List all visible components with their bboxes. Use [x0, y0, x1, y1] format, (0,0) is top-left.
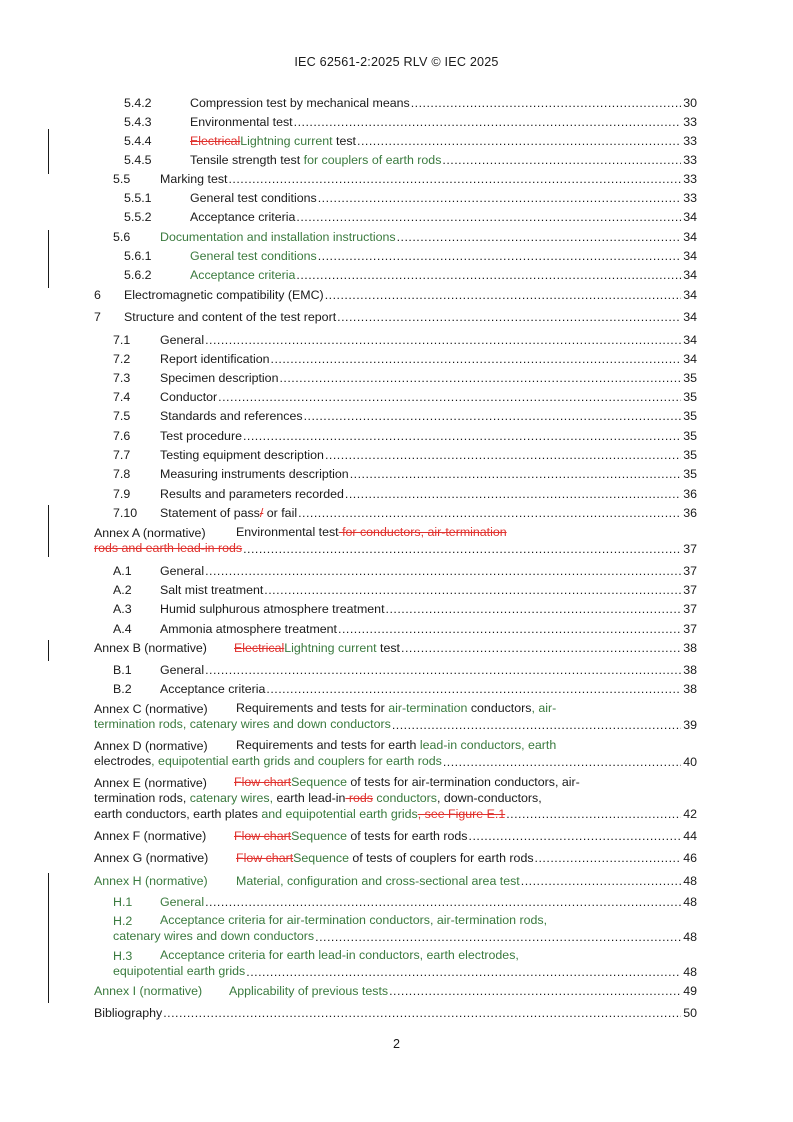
toc-entry-5-5-2[interactable] [0, 209, 793, 225]
toc-page-number: 44 [683, 829, 697, 843]
toc-number: 5.4.3 [124, 115, 152, 129]
inserted-text: and equipotential earth grids [261, 806, 418, 821]
dot-leader [506, 806, 681, 822]
dot-leader [397, 229, 682, 245]
dot-leader [246, 964, 681, 980]
dot-leader [338, 621, 681, 637]
entry-text: test [376, 641, 400, 655]
toc-entry-7-7[interactable] [0, 447, 793, 463]
toc-number: Annex G (normative) [94, 851, 209, 865]
toc-page-number: 48 [683, 964, 697, 979]
entry-text: Acceptance criteria [160, 682, 266, 696]
deleted-text: Flow chart [234, 775, 292, 789]
toc-page-number: 40 [683, 754, 697, 769]
toc-entry-a-2[interactable] [0, 582, 793, 598]
entry-text: Requirements and tests for [236, 701, 389, 715]
entry-text: Electromagnetic compatibility (EMC) [124, 288, 324, 302]
toc-number: Annex F (normative) [94, 829, 207, 843]
toc-entry-entry[interactable] [0, 1005, 793, 1021]
toc-number: 7.7 [113, 448, 131, 462]
entry-text: earth lead-in [273, 790, 346, 805]
toc-number: 7.3 [113, 371, 131, 385]
inserted-text: catenary wires, [189, 790, 274, 805]
dot-leader [401, 640, 681, 656]
toc-entry-a-1[interactable] [0, 563, 793, 579]
toc-page-number: 35 [683, 371, 697, 385]
toc-number: A.4 [113, 622, 132, 636]
toc-number: 7.6 [113, 429, 131, 443]
toc-entry-7-10[interactable] [0, 505, 793, 521]
toc-number: 5.6 [113, 230, 131, 244]
toc-entry-7-6[interactable] [0, 428, 793, 444]
inserted-text: Acceptance criteria [190, 268, 296, 282]
entry-text: General [160, 333, 205, 347]
dot-leader [318, 248, 681, 264]
toc-number: 5.4.2 [124, 96, 152, 110]
entry-text: conductors [467, 701, 532, 715]
inserted-text: Lightning current [240, 134, 333, 148]
toc-entry-7-9[interactable] [0, 486, 793, 502]
entry-text: Compression test by mechanical means [190, 96, 410, 110]
toc-page-number: 34 [683, 352, 697, 366]
dot-leader [228, 171, 681, 187]
toc-page-number: 39 [683, 717, 697, 732]
inserted-text: General test conditions [190, 249, 317, 263]
dot-leader [205, 332, 681, 348]
dot-leader [205, 894, 681, 910]
inserted-text: equipotential earth grids [113, 964, 246, 978]
inserted-text: air-termination [388, 701, 468, 715]
change-bar [48, 230, 49, 288]
entry-text: Marking test [160, 172, 228, 186]
toc-number: 5.6.2 [124, 268, 152, 282]
entry-text: Report identification [160, 352, 270, 366]
toc-page-number: 35 [683, 390, 697, 404]
toc-entry-b-2[interactable] [0, 681, 793, 697]
toc-entry-annex-c-normative[interactable] [0, 701, 793, 732]
entry-text: or fail [263, 506, 298, 520]
toc-entry-5-5-1[interactable] [0, 190, 793, 206]
toc-entry-7-4[interactable] [0, 389, 793, 405]
entry-text: Humid sulphurous atmosphere treatment [160, 602, 385, 616]
toc-page-number: 37 [683, 602, 697, 616]
change-bar [48, 505, 49, 557]
toc-number: 5.6.1 [124, 249, 152, 263]
toc-entry-5-4-2[interactable] [0, 95, 793, 111]
toc-number: Annex C (normative) [94, 702, 208, 716]
entry-text: Standards and references [160, 409, 303, 423]
dot-leader [521, 873, 681, 889]
change-bar [48, 640, 49, 661]
toc-page-number: 34 [683, 310, 697, 324]
toc-page-number: 34 [683, 333, 697, 347]
toc-entry-h-2[interactable] [0, 913, 793, 944]
deleted-text: Electrical [234, 641, 285, 655]
toc-page-number: 35 [683, 448, 697, 462]
toc-page-number: 37 [683, 583, 697, 597]
toc-page-number: 34 [683, 288, 697, 302]
toc-number: A.1 [113, 564, 132, 578]
deleted-text: / [259, 506, 264, 520]
dot-leader [337, 309, 681, 325]
toc-page-number: 35 [683, 409, 697, 423]
toc-entry-h-3[interactable] [0, 948, 793, 979]
toc-number: Annex B (normative) [94, 641, 207, 655]
inserted-text: Sequence [291, 829, 347, 843]
toc-number: 5.5.1 [124, 191, 152, 205]
toc-number: Annex D (normative) [94, 739, 208, 753]
toc-entry-annex-f-normative[interactable] [0, 828, 793, 844]
dot-leader [392, 717, 681, 733]
toc-entry-5-4-5[interactable] [0, 152, 793, 168]
dot-leader [535, 850, 682, 866]
toc-entry-annex-h-normative[interactable] [0, 873, 793, 889]
toc-number: 7.9 [113, 487, 131, 501]
toc-page-number: 34 [683, 268, 697, 282]
dot-leader [357, 133, 681, 149]
dot-leader [386, 601, 682, 617]
toc-entry-6[interactable] [0, 287, 793, 303]
toc-entry-a-3[interactable] [0, 601, 793, 617]
deleted-text: Flow chart [236, 851, 294, 865]
dot-leader [294, 114, 682, 130]
toc-entry-7-1[interactable] [0, 332, 793, 348]
entry-text: Environmental test [236, 525, 339, 539]
toc-page-number: 36 [683, 506, 697, 520]
entry-text: Tensile strength test [190, 153, 304, 167]
inserted-text: Sequence [291, 775, 347, 789]
change-bar [48, 129, 49, 174]
entry-text: Ammonia atmosphere treatment [160, 622, 337, 636]
toc-page-number: 38 [683, 682, 697, 696]
toc-entry-5-5[interactable] [0, 171, 793, 187]
toc-page-number: 34 [683, 210, 697, 224]
toc-entry-7-2[interactable] [0, 351, 793, 367]
entry-text: of tests for air-termination conductors, air- [346, 775, 580, 789]
dot-leader [325, 287, 682, 303]
toc-page-number: 36 [683, 487, 697, 501]
toc-entry-7-3[interactable] [0, 370, 793, 386]
entry-text: Measuring instruments description [160, 467, 349, 481]
toc-number: 5.5 [113, 172, 131, 186]
entry-text: termination rods, [94, 790, 190, 805]
dot-leader [243, 541, 681, 557]
toc-entry-annex-i-normative[interactable] [0, 983, 793, 999]
entry-text: General test conditions [190, 191, 317, 205]
toc-number: A.3 [113, 602, 132, 616]
entry-text: Requirements and tests for earth [236, 738, 420, 752]
dot-leader [389, 983, 681, 999]
deleted-text: for conductors, air-termination [338, 525, 507, 539]
entry-text: , down-conductors, [437, 790, 542, 805]
toc-page-number: 37 [683, 541, 697, 556]
entry-text: of tests for earth rods [346, 829, 468, 843]
deleted-text: , see Figure E.1 [417, 806, 506, 821]
inserted-text: General [160, 895, 205, 909]
toc-page-number: 30 [683, 96, 697, 110]
toc-entry-7[interactable] [0, 309, 793, 325]
toc-page-number: 37 [683, 564, 697, 578]
inserted-text: termination rods, catenary wires and down conductors [94, 717, 391, 731]
toc-number: Annex H (normative) [94, 874, 208, 888]
dot-leader [205, 563, 681, 579]
dot-leader [315, 929, 681, 945]
inserted-text: lead-in conductors, earth [419, 738, 557, 752]
dot-leader [411, 95, 682, 111]
toc-number: 6 [94, 288, 101, 302]
toc-number: A.2 [113, 583, 132, 597]
entry-text: test [332, 134, 356, 148]
toc-page-number: 33 [683, 191, 697, 205]
inserted-text: Lightning current [284, 641, 377, 655]
toc-entry-5-6-1[interactable] [0, 248, 793, 264]
toc-number: 7.5 [113, 409, 131, 423]
dot-leader [469, 828, 682, 844]
toc-page-number: 33 [683, 134, 697, 148]
inserted-text: for couplers of earth rods [303, 153, 442, 167]
toc-number: 7.1 [113, 333, 131, 347]
toc-number: 5.4.5 [124, 153, 152, 167]
entry-text: Test procedure [160, 429, 242, 443]
toc-page-number: 38 [683, 663, 697, 677]
entry-text: Acceptance criteria [190, 210, 296, 224]
toc-number: H.3 [113, 949, 133, 963]
dot-leader [205, 662, 681, 678]
inserted-text: , air- [531, 701, 557, 715]
deleted-text: Flow chart [234, 829, 292, 843]
dot-leader [345, 486, 681, 502]
toc-entry-annex-e-normative[interactable] [0, 775, 793, 821]
toc-entry-annex-d-normative[interactable] [0, 738, 793, 769]
toc-entry-annex-a-normative[interactable] [0, 525, 793, 556]
entry-text: Bibliography [94, 1006, 163, 1020]
toc-number: 5.4.4 [124, 134, 152, 148]
entry-text: Testing equipment description [160, 448, 324, 462]
entry-text: Structure and content of the test report [124, 310, 337, 324]
toc-page-number: 42 [683, 807, 697, 821]
toc-number: 7 [94, 310, 101, 324]
entry-text: Environmental test [190, 115, 293, 129]
toc-number: B.1 [113, 663, 132, 677]
toc-number: 7.4 [113, 390, 131, 404]
toc-entry-5-4-3[interactable] [0, 114, 793, 130]
dot-leader [264, 582, 681, 598]
dot-leader [266, 681, 681, 697]
toc-number: Annex I (normative) [94, 984, 203, 998]
dot-leader [218, 389, 681, 405]
toc-page-number: 33 [683, 172, 697, 186]
inserted-text: conductors [372, 790, 437, 805]
dot-leader [296, 267, 681, 283]
toc-page-number: 35 [683, 429, 697, 443]
dot-leader [443, 754, 681, 770]
toc-number: B.2 [113, 682, 132, 696]
dot-leader [318, 190, 681, 206]
toc-page-number: 46 [683, 851, 697, 865]
toc-number: H.2 [113, 914, 133, 928]
toc-page-number: 35 [683, 467, 697, 481]
entry-text: Conductor [160, 390, 218, 404]
dot-leader [243, 428, 681, 444]
inserted-text: Documentation and installation instructions [160, 230, 396, 244]
dot-leader [296, 209, 681, 225]
toc-entry-7-8[interactable] [0, 466, 793, 482]
toc-page-number: 50 [683, 1006, 697, 1020]
dot-leader [304, 408, 682, 424]
toc-page-number: 49 [683, 984, 697, 998]
toc-number: Annex E (normative) [94, 776, 207, 790]
inserted-text: Acceptance criteria for air-termination conductors, air-termination rods, [160, 913, 548, 927]
dot-leader [271, 351, 682, 367]
toc-page-number: 48 [683, 895, 697, 909]
toc-entry-h-1[interactable] [0, 894, 793, 910]
toc-number: H.1 [113, 895, 133, 909]
toc-number: 7.10 [113, 506, 138, 520]
dot-leader [163, 1005, 681, 1021]
inserted-text: catenary wires and down conductors [113, 929, 315, 943]
toc-page-number: 38 [683, 641, 697, 655]
entry-text: electrodes [94, 754, 152, 768]
inserted-text: , equipotential earth grids and couplers for earth rods [151, 754, 442, 768]
inserted-text: Sequence [293, 851, 349, 865]
dot-leader [298, 505, 681, 521]
toc-entry-5-4-4[interactable] [0, 133, 793, 149]
entry-text: General [160, 564, 205, 578]
inserted-text: Acceptance criteria for earth lead-in conductors, earth electrodes, [160, 948, 519, 962]
toc-entry-annex-b-normative[interactable] [0, 640, 793, 656]
toc-page-number: 34 [683, 249, 697, 263]
toc-entry-5-6[interactable] [0, 229, 793, 245]
toc-page-number: 33 [683, 115, 697, 129]
page-header: IEC 62561-2:2025 RLV © IEC 2025 [294, 55, 499, 69]
toc-page-number: 33 [683, 153, 697, 167]
dot-leader [350, 466, 682, 482]
entry-text: General [160, 663, 205, 677]
inserted-text: Applicability of previous tests [229, 984, 389, 998]
page-number: 2 [392, 1037, 400, 1051]
toc-number: 5.5.2 [124, 210, 152, 224]
toc-entry-annex-g-normative[interactable] [0, 850, 793, 866]
toc-entry-a-4[interactable] [0, 621, 793, 637]
deleted-text: rods [345, 790, 373, 805]
dot-leader [442, 152, 681, 168]
toc-number: Annex A (normative) [94, 526, 206, 540]
deleted-text: Electrical [190, 134, 241, 148]
toc-page-number: 34 [683, 230, 697, 244]
inserted-text: Material, configuration and cross-sectional area test [236, 874, 520, 888]
dot-leader [325, 447, 681, 463]
deleted-text: rods and earth lead-in rods [94, 541, 243, 555]
entry-text: earth conductors, earth plates [94, 806, 262, 821]
toc-number: 7.2 [113, 352, 131, 366]
toc-page-number: 37 [683, 622, 697, 636]
toc-entry-5-6-2[interactable] [0, 267, 793, 283]
change-bar [48, 873, 49, 1003]
toc-entry-7-5[interactable] [0, 408, 793, 424]
toc-page-number: 48 [683, 929, 697, 944]
entry-text: of tests of couplers for earth rods [348, 851, 534, 865]
entry-text: Salt mist treatment [160, 583, 264, 597]
entry-text: Statement of pass [160, 506, 260, 520]
dot-leader [279, 370, 681, 386]
entry-text: Results and parameters recorded [160, 487, 344, 501]
toc-number: 7.8 [113, 467, 131, 481]
entry-text: Specimen description [160, 371, 279, 385]
toc-entry-b-1[interactable] [0, 662, 793, 678]
toc-page-number: 48 [683, 874, 697, 888]
